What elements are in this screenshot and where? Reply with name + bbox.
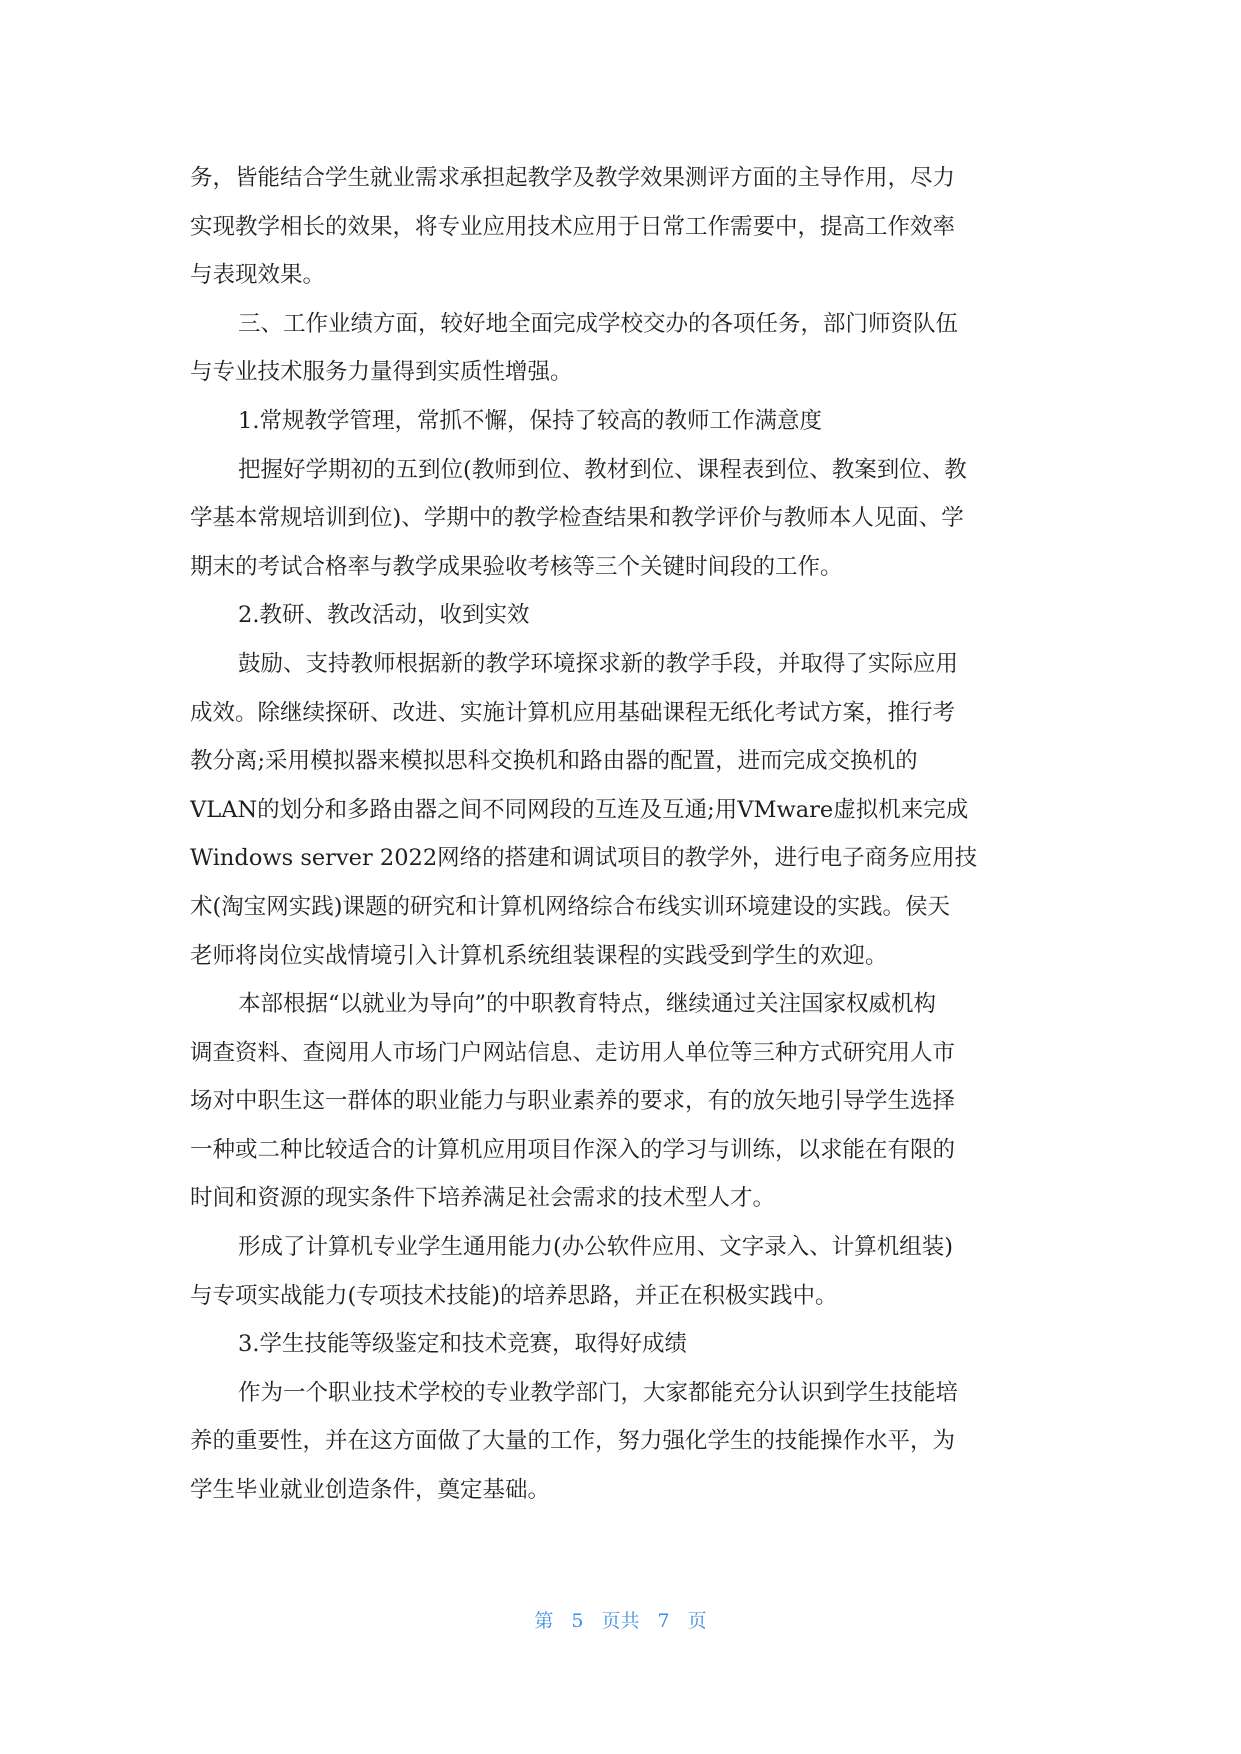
text-line: 三、工作业绩方面，较好地全面完成学校交办的各项任务，部门师资队伍 <box>238 310 959 337</box>
footer-prefix: 第 <box>534 1610 554 1632</box>
text-line: 期末的考试合格率与教学成果验收考核等三个关键时间段的工作。 <box>190 553 843 580</box>
text-line: 学基本常规培训到位)、学期中的教学检查结果和教学评价与教师本人见面、学 <box>190 505 964 532</box>
text-line: 场对中职生这一群体的职业能力与职业素养的要求，有的放矢地引导学生选择 <box>190 1088 956 1115</box>
text-line: 3.学生技能等级鉴定和技术竞赛，取得好成绩 <box>238 1331 687 1358</box>
paragraph <box>190 591 1056 640</box>
paragraph <box>190 300 1056 397</box>
paragraph <box>190 980 1056 1223</box>
text-line: VLAN的划分和多路由器之间不同网段的互连及互通;用VMware虚拟机来完成 <box>190 796 969 823</box>
text-line: 术(淘宝网实践)课题的研究和计算机网络综合布线实训环境建设的实践。侯天 <box>190 893 951 920</box>
text-line: 本部根据“以就业为导向”的中职教育特点，继续通过关注国家权威机构 <box>238 991 937 1018</box>
text-line: 与专项实战能力(专项技术技能)的培养思路，并正在积极实践中。 <box>190 1282 838 1309</box>
text-line: 调查资料、查阅用人市场门户网站信息、走访用人单位等三种方式研究用人市 <box>190 1039 956 1066</box>
text-line: 与专业技术服务力量得到实质性增强。 <box>190 359 573 386</box>
text-line: 养的重要性，并在这方面做了大量的工作，努力强化学生的技能操作水平，为 <box>190 1428 956 1455</box>
text-line: 与表现效果。 <box>190 262 326 289</box>
text-line: 作为一个职业技术学校的专业教学部门，大家都能充分认识到学生技能培 <box>238 1379 959 1406</box>
text-line: 鼓励、支持教师根据新的教学环境探求新的教学手段，并取得了实际应用 <box>238 650 959 677</box>
text-line: 实现教学相长的效果，将专业应用技术应用于日常工作需要中，提高工作效率 <box>190 213 956 240</box>
paragraph <box>190 640 1056 980</box>
paragraph <box>190 397 1056 446</box>
text-line: 务，皆能结合学生就业需求承担起教学及教学效果测评方面的主导作用，尽力 <box>190 165 956 191</box>
page-footer <box>0 1606 1241 1633</box>
paragraph <box>190 1369 1056 1515</box>
text-line: 成效。除继续探研、改进、实施计算机应用基础课程无纸化考试方案，推行考 <box>190 699 956 726</box>
text-line: 老师将岗位实战情境引入计算机系统组装课程的实践受到学生的欢迎。 <box>190 942 888 969</box>
text-line: 教分离;采用模拟器来模拟思科交换机和路由器的配置，进而完成交换机的 <box>190 748 918 775</box>
paragraph <box>190 1320 1056 1369</box>
document-body <box>190 154 1056 1515</box>
text-line: 把握好学期初的五到位(教师到位、教材到位、课程表到位、教案到位、教 <box>238 456 967 483</box>
footer-suffix: 页 <box>687 1610 707 1632</box>
text-line: 学生毕业就业创造条件，奠定基础。 <box>190 1477 551 1504</box>
paragraph <box>190 446 1056 592</box>
text-line: Windows server 2022网络的搭建和调试项目的教学外，进行电子商务应用技 <box>190 845 978 872</box>
text-line: 时间和资源的现实条件下培养满足社会需求的技术型人才。 <box>190 1185 776 1212</box>
paragraph <box>190 154 1056 300</box>
footer-middle: 页共 <box>601 1610 640 1632</box>
text-line: 一种或二种比较适合的计算机应用项目作深入的学习与训练，以求能在有限的 <box>190 1136 956 1163</box>
footer-current-page: 5 <box>571 1610 584 1632</box>
text-line: 2.教研、教改活动，收到实效 <box>238 602 530 629</box>
paragraph <box>190 1223 1056 1320</box>
text-line: 形成了计算机专业学生通用能力(办公软件应用、文字录入、计算机组装) <box>238 1234 954 1261</box>
text-line: 1.常规教学管理，常抓不懈，保持了较高的教师工作满意度 <box>238 407 822 434</box>
footer-total-pages: 7 <box>657 1610 670 1632</box>
